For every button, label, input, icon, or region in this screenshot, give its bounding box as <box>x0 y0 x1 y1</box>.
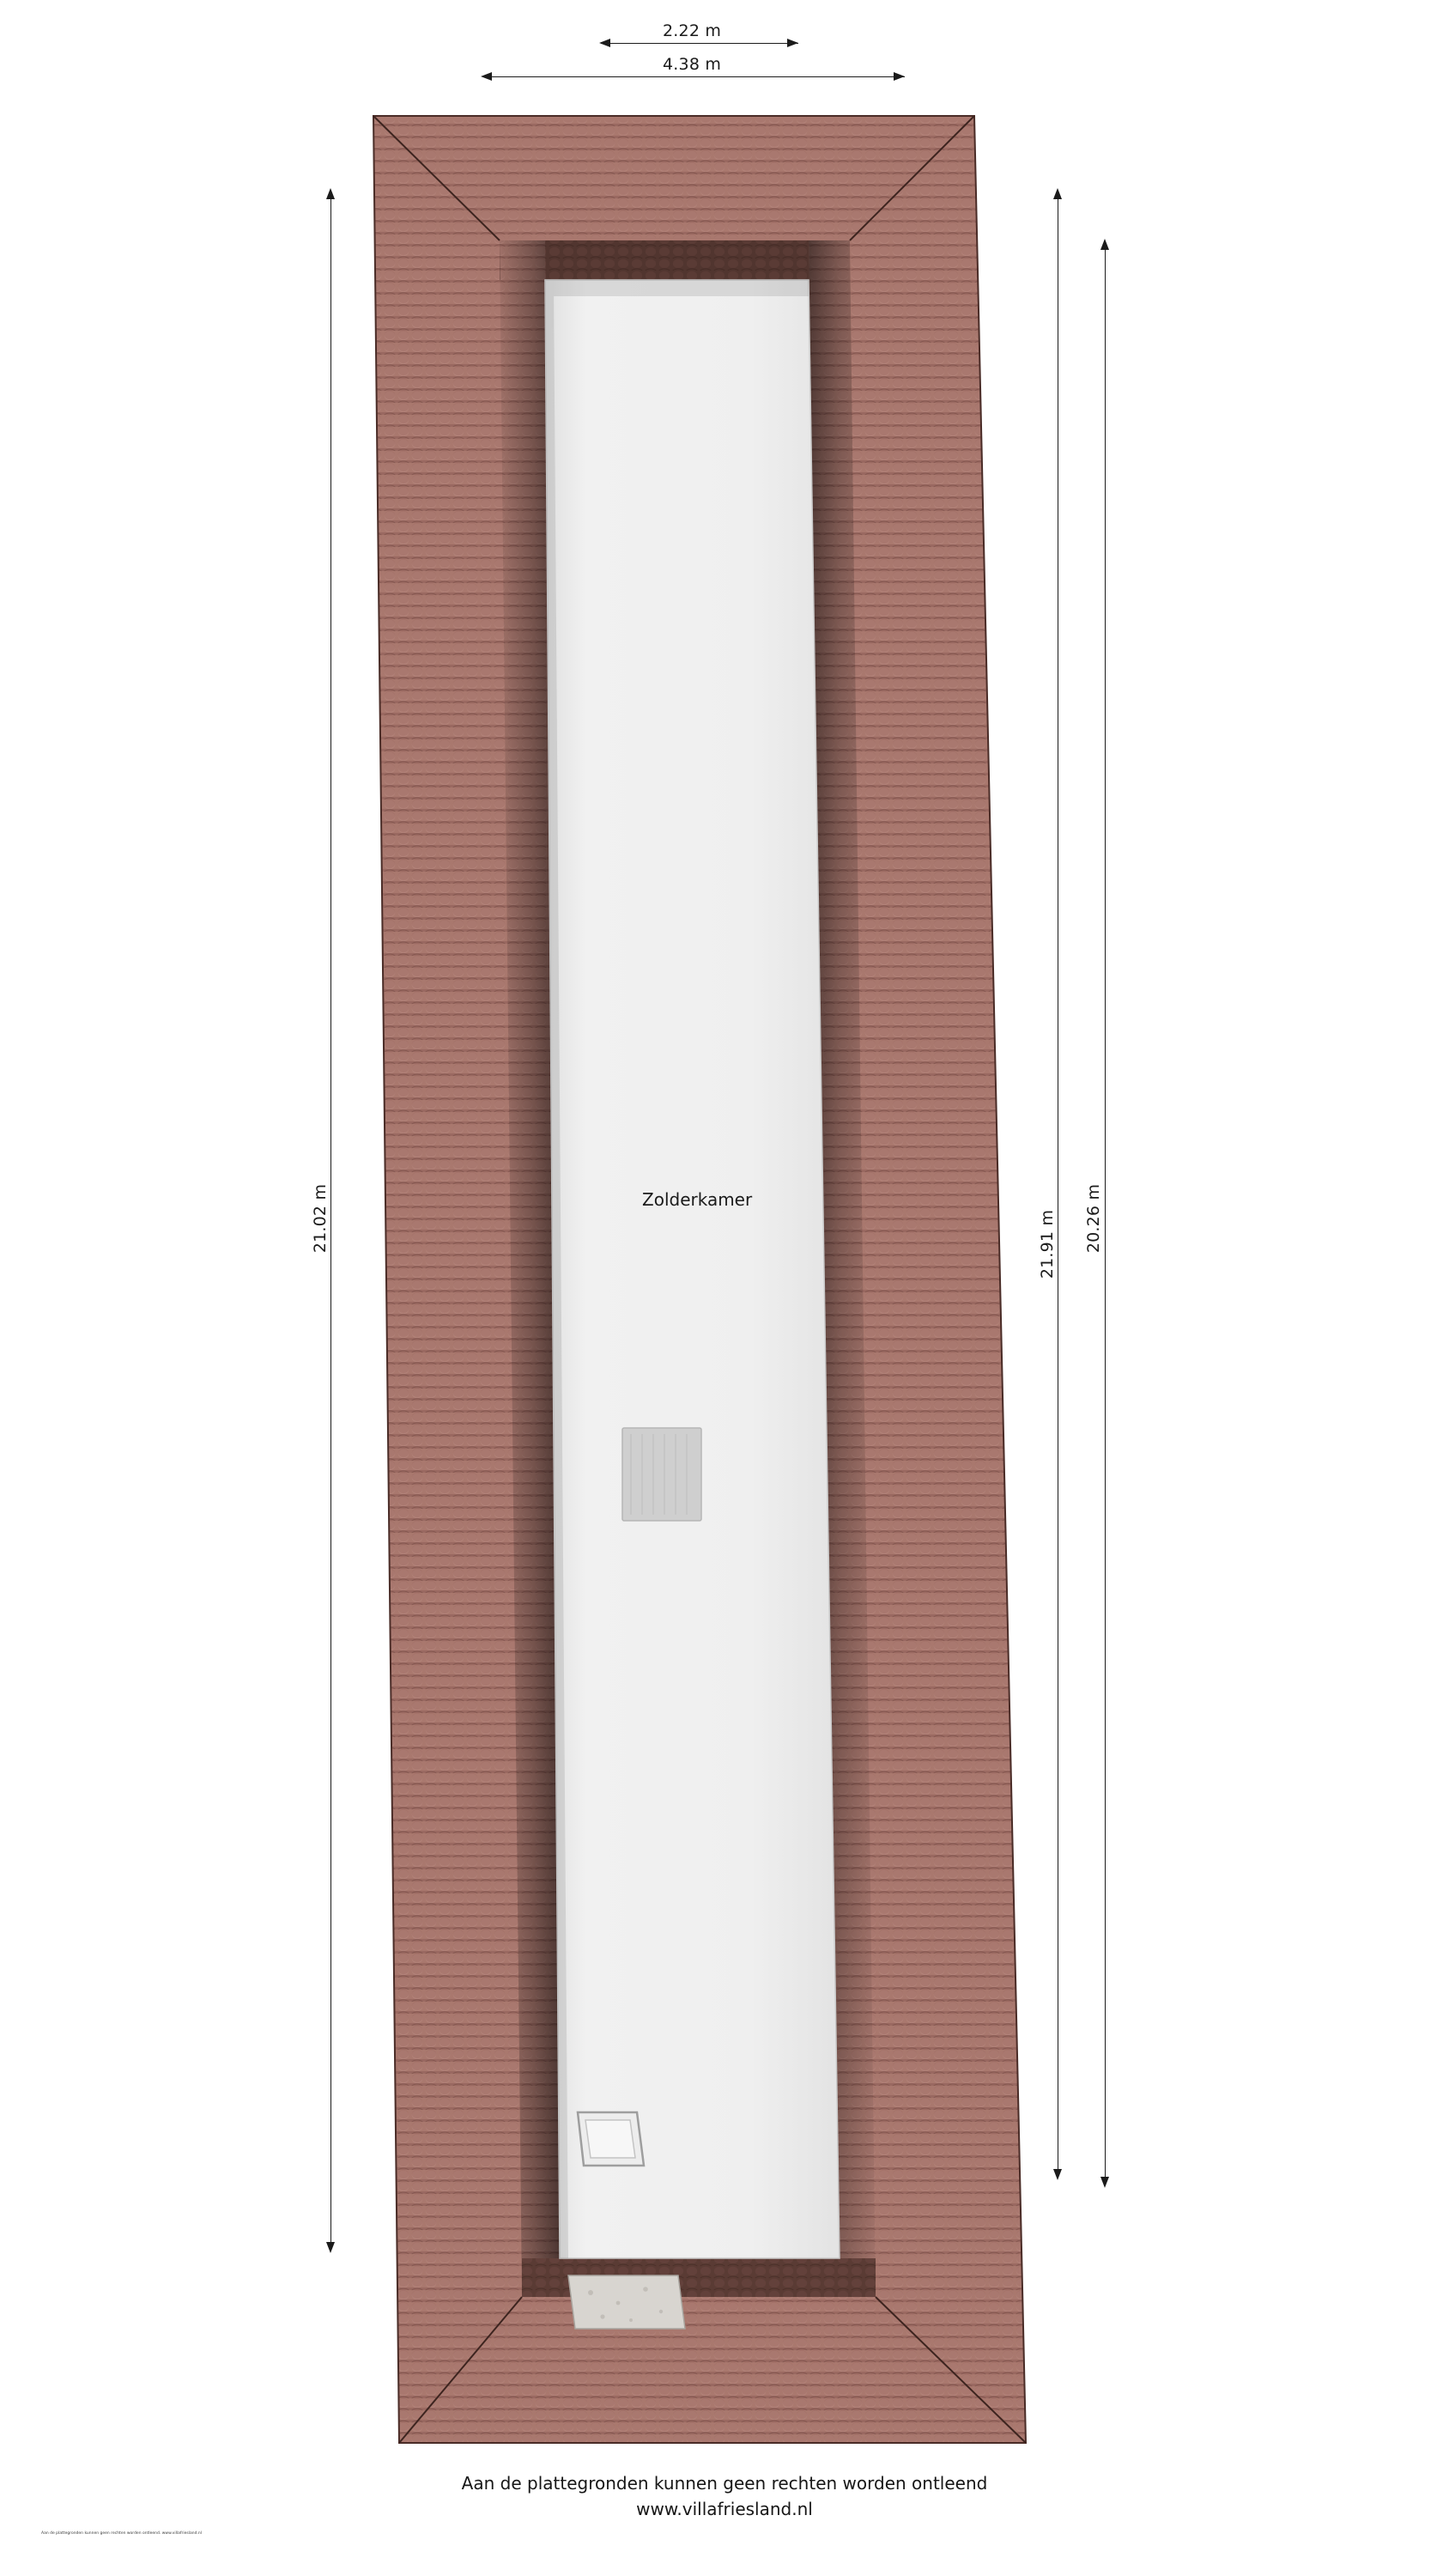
dimension-right-inner-label: 21.91 m <box>1038 1209 1058 1279</box>
dimension-top-outer-label: 4.38 m <box>663 55 722 74</box>
roof-plan-drawing <box>369 112 1030 2447</box>
dimension-left-label: 21.02 m <box>311 1183 330 1254</box>
roof-window-feature <box>622 1428 701 1521</box>
entry-step-feature <box>568 2275 685 2329</box>
room-floor-zolderkamer <box>545 280 840 2258</box>
skylight-hatch-feature <box>578 2112 644 2166</box>
footer-disclaimer: Aan de plattegronden kunnen geen rechten worden ontleend <box>461 2473 988 2494</box>
room-label-zolderkamer: Zolderkamer <box>642 1189 753 1210</box>
footer <box>0 2473 1449 2519</box>
footer-website: www.villafriesland.nl <box>636 2499 813 2519</box>
dimension-top-inner-label: 2.22 m <box>663 21 722 40</box>
dimension-right-outer-label: 20.26 m <box>1084 1183 1104 1254</box>
micro-disclaimer: Aan de plattegronden kunnen geen rechten worden ontleend. www.villafriesland.nl <box>41 2531 202 2536</box>
